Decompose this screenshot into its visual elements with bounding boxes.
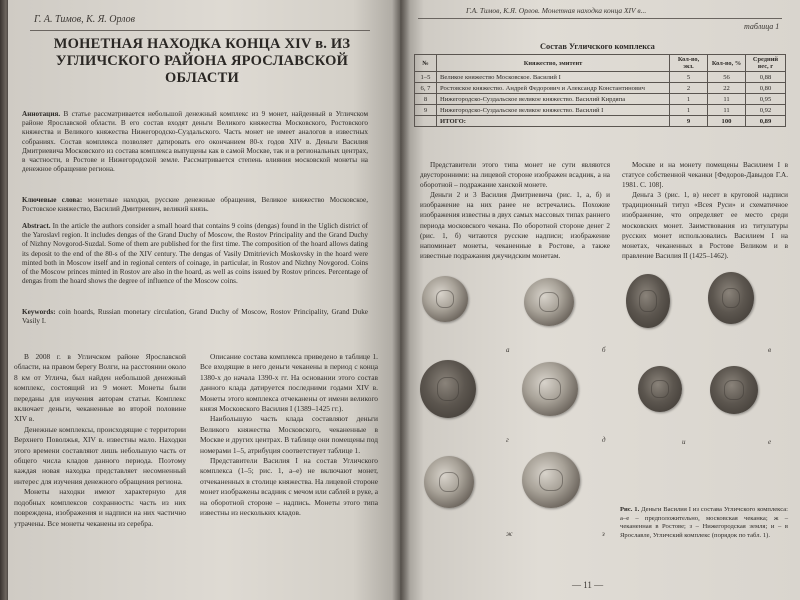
- keywords-ru-label: Ключевые слова:: [22, 196, 83, 204]
- coin-photo: [522, 362, 578, 416]
- table-row: [415, 83, 786, 94]
- table-cell: Нижегородско-Суздальское великое княжество. Василий I: [437, 105, 670, 116]
- paragraph: Денежные комплексы, происходящие с территории Верхнего Поволжья, XIV в. известны мало. Находки этого времени составляют лишь небольшую часть от общего числа кладов данного периода. Поэтому каждая новая находка представляет несомненный интерес для изучения денежного обращения региона.: [14, 424, 186, 486]
- table-cell: 6, 7: [415, 83, 437, 94]
- table-cell: 2: [670, 83, 708, 94]
- composition-table: [414, 54, 786, 127]
- coin-label: и: [682, 438, 686, 446]
- table-row: [415, 94, 786, 105]
- abstract-en-text: In the article the authors consider a small hoard that contains 9 coins (dengas) found in the Uglich district of the Yaroslavl region. It includes dengas of the Grand Duchy of Moscow, the Rostov Principality and the Grand Duchy of Nizhny Novgorod-Suzdal. Some of them are published for the first time. The composition of the hoard allows dating its deposit to the end of the 80-s of the XIV century. The dengas of Vasily Dmitrievich Moskovsky in the hoard were minted both in Moscow itself and in regional centers of coinage, in particular, in Rostov and Nizhny Novgorod. Coins of the Moscow princes minted in Rostov are also in the hoard, as well as coins issued by Rostov princes. Percentage of dengas from the hoard shows the degree of influence of the Moscow coins.: [22, 222, 369, 286]
- table-header-cell: Княжество, эмитент: [437, 55, 670, 72]
- body-column-right-2: [622, 160, 788, 261]
- header-rule: [418, 18, 782, 19]
- keywords-en-label: Keywords:: [22, 308, 56, 316]
- table-cell: 9: [670, 116, 708, 127]
- table-cell: 1–5: [415, 72, 437, 83]
- table-cell: 1: [670, 105, 708, 116]
- coin-photo: [708, 272, 754, 324]
- figure-caption-text: Деньги Василия I из состава Угличского комплекса: а–е – предположительно, московская чеканка; ж – чеканенная в Ростове; з – Нижегородская земля; и – в Ярославле, Угличский комплекс (порядок по табл. 1).: [620, 506, 788, 539]
- page-number: — 11 —: [572, 580, 604, 590]
- header-rule: [30, 30, 370, 31]
- coin-photographs: [414, 268, 624, 566]
- table-cell: Ростовское княжество. Андрей Федорович и Александр Константинович: [437, 83, 670, 94]
- coin-label: е: [768, 438, 772, 446]
- paragraph: Описание состава комплекса приведено в таблице 1. Все входящие в него деньги чеканены в период с конца 1380-х до начала 1390-х гг. На основании этого состав данного клада датируется последними годами XIV в. Монеты этого комплекса отчеканены от имени великого князя Московского Василия I (1389–1425 гг.).: [200, 352, 378, 414]
- coin-label: д: [602, 436, 606, 444]
- article-title: МОНЕТНАЯ НАХОДКА КОНЦА XIV в. ИЗ УГЛИЧСКОГО РАЙОНА ЯРОСЛАВСКОЙ ОБЛАСТИ: [53, 36, 351, 86]
- paragraph: Представители этого типа монет не сути являются двусторонними: на лицевой стороне изображен всадник, а на оборотной – подражание ханской монете.: [420, 161, 610, 190]
- table-header-cell: Кол-во, %: [708, 55, 746, 72]
- paragraph: Монеты находки имеют характерную для подобных комплексов сохранность: часть из них повреждена, изображения и надписи на них частично утрачены. Все монеты чеканены из серебра.: [14, 487, 186, 528]
- abstract-ru: [22, 110, 368, 174]
- table-cell: 0,88: [746, 72, 786, 83]
- table-cell: 0,92: [746, 105, 786, 116]
- keywords-ru-text: монетные находки, русские денежные обращения, Великое княжество Московское, Ростовское княжество, Василий Дмитриевич, великий князь.: [22, 196, 368, 214]
- coin-photo: [638, 366, 682, 412]
- table-row: [415, 105, 786, 116]
- keywords-ru: [22, 196, 368, 214]
- coin-photo: [420, 360, 476, 418]
- paragraph: Москве и на монету помещены Василием I в статусе собственной чеканки [Федоров-Давыдов Г.А. 1981. С. 108].: [622, 161, 788, 190]
- table-cell: 100: [708, 116, 746, 127]
- table-cell: ИТОГО:: [437, 116, 670, 127]
- figure-caption-label: Рис. 1.: [620, 506, 640, 513]
- paragraph: Деньга 3 (рис. 1, в) несет в круговой надписи традиционный титул «Всея Руси» и схематичное изображение, что определяет ее место среди московских монет. Заимствования из титулатуры русских монет использовались Василием I на монетах, чеканенных в Ростове Великом и в правление Василия II (1425–1462).: [622, 191, 788, 260]
- table-cell: 11: [708, 105, 746, 116]
- running-head-title: Г.А. Тимов, К.Я. Орлов. Монетная находка конца XIV в...: [466, 6, 647, 15]
- keywords-en: [22, 308, 368, 326]
- abstract-en-label: Abstract.: [22, 222, 51, 230]
- table-cell: 8: [415, 94, 437, 105]
- table-cell: 11: [708, 94, 746, 105]
- table-cell: Нижегородско-Суздальское великое княжество. Василий Кирдяпа: [437, 94, 670, 105]
- abstract-ru-label: Аннотация.: [22, 110, 61, 118]
- table-cell: 0,95: [746, 94, 786, 105]
- body-column-right-1: [420, 160, 610, 261]
- body-column-center: [200, 352, 378, 519]
- paragraph: Наибольшую часть клада составляют деньги Великого княжества Московского, чеканенные в Москве и других центрах. В таблице они помещены под номерами 1–5, атрибуция соответствует таблице 1.: [200, 414, 378, 455]
- table-cell: Великое княжество Московское. Василий I: [437, 72, 670, 83]
- paragraph: Представители Василия I на состав Угличского комплекса (1–5; рис. 1, а–е) не включают монет, отчеканенных в столице княжества. На лицевой стороне монет изображены всадник с мечом или саблей в руке, а на оборотной стороне – надпись. Монеты этого типа известны из нескольких кладов.: [200, 456, 378, 518]
- coin-label: г: [506, 436, 509, 444]
- table-cell: 22: [708, 83, 746, 94]
- body-column-left: [14, 352, 186, 529]
- table-cell: 0,89: [746, 116, 786, 127]
- coin-photo: [522, 452, 580, 508]
- coin-label: в: [768, 346, 772, 354]
- running-head-authors: Г. А. Тимов, К. Я. Орлов: [34, 14, 135, 25]
- coin-label: а: [506, 346, 510, 354]
- table-cell: 0,80: [746, 83, 786, 94]
- table-cell: 1: [670, 94, 708, 105]
- abstract-en: [22, 222, 368, 286]
- coin-label: з: [602, 530, 605, 538]
- table-caption: Состав Угличского комплекса: [540, 42, 655, 51]
- coin-photo: [422, 276, 468, 322]
- table-cell: 56: [708, 72, 746, 83]
- paragraph: Деньги 2 и 3 Василия Дмитриевича (рис. 1, а, б) и изображение на них ранее не встречались. Похожие изображения известны в двух самых массовых типах раннего периода московского чекана. По оборотной стороне денег 2 (рис. 1, б) читаются русские надписи; изображение напоминает монеты, чеканенные в Ростове, а также известные подражания джучидским монетам.: [420, 191, 610, 260]
- coin-label: ж: [506, 530, 513, 538]
- coin-photo: [626, 274, 670, 328]
- keywords-en-text: coin hoards, Russian monetary circulation, Grand Duchy of Moscow, Rostov Principality, Grand Duke Vasily I.: [22, 308, 369, 326]
- table-row: [415, 72, 786, 83]
- table-header-cell: №: [415, 55, 437, 72]
- table-header-cell: Средний вес, г: [746, 55, 786, 72]
- table-label: таблица 1: [744, 22, 780, 31]
- abstract-ru-text: В статье рассматривается небольшой денежный комплекс из 9 монет, найденный в Угличском районе Ярославской области. В его состав входят деньги Великого княжества Московского, Ростовского княжества и Великого княжества Нижегородско-Суздальского. Часть монет не имеет аналогов в известных собраниях. Состав комплекса позволяет датировать его окончанием 80-х годов XIV в. Деньги Василия Дмитриевича Московского из состава комплекса выпущены как в самой Москве, так и в региональных центрах, в частности, в Ростове и Нижегородской земле. Рассматривается степень влияния московской монеты на денежное обращение региона.: [22, 110, 369, 174]
- coin-photo: [524, 278, 574, 326]
- coin-label: б: [602, 346, 606, 354]
- table-header-cell: Кол-во, экз.: [670, 55, 708, 72]
- book-spine: [392, 0, 410, 600]
- table-cell: 5: [670, 72, 708, 83]
- table-cell: [415, 116, 437, 127]
- table-cell: 9: [415, 105, 437, 116]
- table-header-row: [415, 55, 786, 72]
- table-total-row: [415, 116, 786, 127]
- coin-photo: [424, 456, 474, 508]
- paragraph: В 2008 г. в Угличском районе Ярославской области, на правом берегу Волги, на расстоянии около 8 км от Углича, был найден небольшой денежный комплекс, состоящий из 9 монет. Монеты были переданы для изучения авторам статьи. Комплекс включает деньги, чеканенные во второй половине XIV в.: [14, 352, 186, 424]
- figure-caption: [620, 506, 788, 540]
- coin-photo: [710, 366, 758, 414]
- coin-photographs-right: [622, 268, 792, 468]
